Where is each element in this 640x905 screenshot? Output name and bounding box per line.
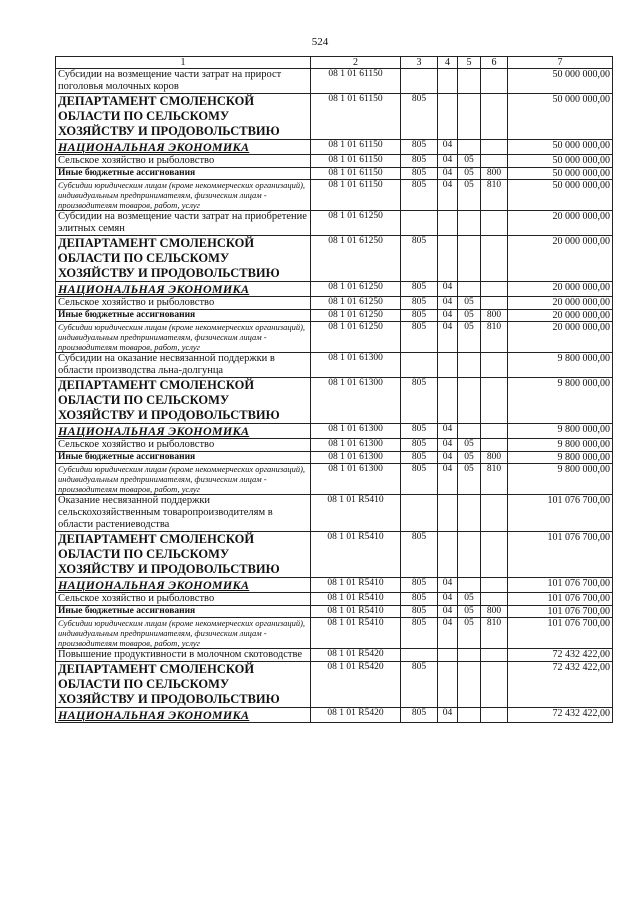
subsection-code: 05 — [458, 464, 481, 495]
target-article-code: 08 1 01 61300 — [311, 439, 401, 452]
subsection-code — [458, 94, 481, 140]
expense-type-code: 800 — [481, 606, 508, 618]
target-article-code: 08 1 01 R5410 — [311, 532, 401, 578]
page-number: 524 — [311, 36, 329, 48]
ministry-code: 805 — [401, 606, 438, 618]
target-article-code: 08 1 01 R5410 — [311, 593, 401, 606]
target-article-code: 08 1 01 61300 — [311, 353, 401, 378]
subsection-code: 05 — [458, 322, 481, 353]
expense-type-code: 810 — [481, 180, 508, 211]
target-article-code: 08 1 01 61250 — [311, 211, 401, 236]
table-row — [56, 464, 613, 495]
section-code: 04 — [438, 439, 458, 452]
table-row — [56, 155, 613, 168]
ministry-code — [401, 353, 438, 378]
amount-value: 72 432 422,00 — [508, 649, 613, 662]
expense-type-code — [481, 649, 508, 662]
table-row — [56, 69, 613, 94]
amount-value: 20 000 000,00 — [508, 322, 613, 353]
subsection-code — [458, 532, 481, 578]
table-row — [56, 649, 613, 662]
table-row — [56, 532, 613, 578]
subsection-code — [458, 140, 481, 155]
target-article-code: 08 1 01 61150 — [311, 94, 401, 140]
expense-type-code: 800 — [481, 168, 508, 180]
row-name: ДЕПАРТАМЕНТ СМОЛЕНСКОЙ ОБЛАСТИ ПО СЕЛЬСКОМУ ХОЗЯЙСТВУ И ПРОДОВОЛЬСТВИЮ — [56, 532, 311, 578]
ministry-code — [401, 211, 438, 236]
amount-value: 72 432 422,00 — [508, 708, 613, 723]
amount-value: 50 000 000,00 — [508, 168, 613, 180]
expense-type-code: 810 — [481, 464, 508, 495]
amount-value: 50 000 000,00 — [508, 140, 613, 155]
row-name: НАЦИОНАЛЬНАЯ ЭКОНОМИКА — [56, 424, 311, 439]
ministry-code: 805 — [401, 168, 438, 180]
row-name: Субсидии юридическим лицам (кроме некоммерческих организаций), индивидуальным предпринимателям, физическим лицам - производителям товаров, работ, услуг — [56, 180, 311, 211]
ministry-code: 805 — [401, 378, 438, 424]
table-row — [56, 282, 613, 297]
row-name: Сельское хозяйство и рыболовство — [56, 297, 311, 310]
ministry-code: 805 — [401, 452, 438, 464]
target-article-code: 08 1 01 R5420 — [311, 708, 401, 723]
column-header: 5 — [458, 57, 481, 69]
ministry-code: 805 — [401, 297, 438, 310]
target-article-code: 08 1 01 61300 — [311, 378, 401, 424]
table-row — [56, 495, 613, 532]
amount-value: 20 000 000,00 — [508, 236, 613, 282]
subsection-code: 05 — [458, 155, 481, 168]
target-article-code: 08 1 01 61150 — [311, 140, 401, 155]
subsection-code — [458, 69, 481, 94]
ministry-code: 805 — [401, 593, 438, 606]
row-name: Повышение продуктивности в молочном скотоводстве — [56, 649, 311, 662]
amount-value: 9 800 000,00 — [508, 353, 613, 378]
section-code: 04 — [438, 297, 458, 310]
subsection-code — [458, 236, 481, 282]
column-header: 3 — [401, 57, 438, 69]
expense-type-code — [481, 94, 508, 140]
expense-type-code — [481, 424, 508, 439]
section-code: 04 — [438, 180, 458, 211]
section-code — [438, 532, 458, 578]
section-code: 04 — [438, 168, 458, 180]
ministry-code: 805 — [401, 618, 438, 649]
section-code — [438, 353, 458, 378]
row-name: Сельское хозяйство и рыболовство — [56, 155, 311, 168]
expense-type-code: 810 — [481, 322, 508, 353]
subsection-code — [458, 353, 481, 378]
table-row — [56, 168, 613, 180]
row-name: НАЦИОНАЛЬНАЯ ЭКОНОМИКА — [56, 140, 311, 155]
subsection-code: 05 — [458, 593, 481, 606]
amount-value: 101 076 700,00 — [508, 532, 613, 578]
ministry-code — [401, 649, 438, 662]
row-name: ДЕПАРТАМЕНТ СМОЛЕНСКОЙ ОБЛАСТИ ПО СЕЛЬСКОМУ ХОЗЯЙСТВУ И ПРОДОВОЛЬСТВИЮ — [56, 94, 311, 140]
subsection-code — [458, 378, 481, 424]
expense-type-code — [481, 297, 508, 310]
section-code: 04 — [438, 424, 458, 439]
amount-value: 20 000 000,00 — [508, 282, 613, 297]
section-code — [438, 378, 458, 424]
target-article-code: 08 1 01 61150 — [311, 155, 401, 168]
subsection-code — [458, 495, 481, 532]
section-code: 04 — [438, 322, 458, 353]
target-article-code: 08 1 01 61250 — [311, 282, 401, 297]
ministry-code: 805 — [401, 236, 438, 282]
column-header-row — [56, 57, 613, 69]
subsection-code: 05 — [458, 168, 481, 180]
section-code: 04 — [438, 578, 458, 593]
table-row — [56, 708, 613, 723]
amount-value: 9 800 000,00 — [508, 424, 613, 439]
budget-table — [55, 56, 613, 723]
ministry-code: 805 — [401, 94, 438, 140]
target-article-code: 08 1 01 R5410 — [311, 578, 401, 593]
ministry-code — [401, 69, 438, 94]
expense-type-code — [481, 532, 508, 578]
section-code — [438, 69, 458, 94]
target-article-code: 08 1 01 61150 — [311, 168, 401, 180]
ministry-code: 805 — [401, 322, 438, 353]
table-row — [56, 310, 613, 322]
target-article-code: 08 1 01 R5410 — [311, 618, 401, 649]
expense-type-code — [481, 439, 508, 452]
amount-value: 20 000 000,00 — [508, 310, 613, 322]
expense-type-code — [481, 378, 508, 424]
section-code — [438, 662, 458, 708]
subsection-code — [458, 662, 481, 708]
subsection-code: 05 — [458, 297, 481, 310]
ministry-code: 805 — [401, 662, 438, 708]
section-code — [438, 94, 458, 140]
section-code — [438, 211, 458, 236]
target-article-code: 08 1 01 61250 — [311, 236, 401, 282]
target-article-code: 08 1 01 61150 — [311, 69, 401, 94]
ministry-code: 805 — [401, 439, 438, 452]
row-name: ДЕПАРТАМЕНТ СМОЛЕНСКОЙ ОБЛАСТИ ПО СЕЛЬСКОМУ ХОЗЯЙСТВУ И ПРОДОВОЛЬСТВИЮ — [56, 378, 311, 424]
ministry-code: 805 — [401, 155, 438, 168]
subsection-code: 05 — [458, 180, 481, 211]
subsection-code — [458, 708, 481, 723]
row-name: Субсидии на возмещение части затрат на прирост поголовья молочных коров — [56, 69, 311, 94]
expense-type-code — [481, 69, 508, 94]
amount-value: 20 000 000,00 — [508, 297, 613, 310]
section-code: 04 — [438, 310, 458, 322]
amount-value: 9 800 000,00 — [508, 464, 613, 495]
column-header: 7 — [508, 57, 613, 69]
section-code: 04 — [438, 452, 458, 464]
section-code: 04 — [438, 593, 458, 606]
row-name: Оказание несвязанной поддержки сельскохозяйственным товаропроизводителям в области растениеводства — [56, 495, 311, 532]
expense-type-code — [481, 578, 508, 593]
row-name: Иные бюджетные ассигнования — [56, 606, 311, 618]
amount-value: 9 800 000,00 — [508, 439, 613, 452]
expense-type-code — [481, 236, 508, 282]
section-code: 04 — [438, 140, 458, 155]
target-article-code: 08 1 01 61300 — [311, 452, 401, 464]
column-header: 2 — [311, 57, 401, 69]
amount-value: 101 076 700,00 — [508, 593, 613, 606]
subsection-code: 05 — [458, 606, 481, 618]
amount-value: 20 000 000,00 — [508, 211, 613, 236]
expense-type-code — [481, 155, 508, 168]
row-name: Иные бюджетные ассигнования — [56, 452, 311, 464]
amount-value: 9 800 000,00 — [508, 452, 613, 464]
subsection-code — [458, 282, 481, 297]
table-row — [56, 424, 613, 439]
row-name: ДЕПАРТАМЕНТ СМОЛЕНСКОЙ ОБЛАСТИ ПО СЕЛЬСКОМУ ХОЗЯЙСТВУ И ПРОДОВОЛЬСТВИЮ — [56, 236, 311, 282]
target-article-code: 08 1 01 R5410 — [311, 606, 401, 618]
amount-value: 9 800 000,00 — [508, 378, 613, 424]
expense-type-code — [481, 708, 508, 723]
amount-value: 50 000 000,00 — [508, 155, 613, 168]
subsection-code — [458, 649, 481, 662]
section-code — [438, 236, 458, 282]
ministry-code: 805 — [401, 140, 438, 155]
target-article-code: 08 1 01 61300 — [311, 424, 401, 439]
table-row — [56, 322, 613, 353]
row-name: Субсидии юридическим лицам (кроме некоммерческих организаций), индивидуальным предпринимателям, физическим лицам - производителям товаров, работ, услуг — [56, 618, 311, 649]
subsection-code — [458, 424, 481, 439]
target-article-code: 08 1 01 61250 — [311, 297, 401, 310]
table-row — [56, 618, 613, 649]
table-row — [56, 211, 613, 236]
column-header: 4 — [438, 57, 458, 69]
subsection-code — [458, 578, 481, 593]
table-row — [56, 353, 613, 378]
subsection-code: 05 — [458, 310, 481, 322]
ministry-code — [401, 495, 438, 532]
amount-value: 72 432 422,00 — [508, 662, 613, 708]
table-row — [56, 94, 613, 140]
expense-type-code — [481, 282, 508, 297]
expense-type-code — [481, 593, 508, 606]
amount-value: 50 000 000,00 — [508, 94, 613, 140]
amount-value: 50 000 000,00 — [508, 69, 613, 94]
row-name: НАЦИОНАЛЬНАЯ ЭКОНОМИКА — [56, 708, 311, 723]
ministry-code: 805 — [401, 180, 438, 211]
expense-type-code: 810 — [481, 618, 508, 649]
expense-type-code — [481, 140, 508, 155]
section-code: 04 — [438, 606, 458, 618]
subsection-code — [458, 211, 481, 236]
table-row — [56, 297, 613, 310]
section-code: 04 — [438, 155, 458, 168]
section-code — [438, 495, 458, 532]
expense-type-code: 800 — [481, 452, 508, 464]
column-header: 1 — [56, 57, 311, 69]
row-name: Сельское хозяйство и рыболовство — [56, 593, 311, 606]
target-article-code: 08 1 01 R5420 — [311, 662, 401, 708]
subsection-code: 05 — [458, 452, 481, 464]
table-row — [56, 236, 613, 282]
section-code: 04 — [438, 282, 458, 297]
table-row — [56, 180, 613, 211]
row-name: НАЦИОНАЛЬНАЯ ЭКОНОМИКА — [56, 578, 311, 593]
target-article-code: 08 1 01 61150 — [311, 180, 401, 211]
section-code: 04 — [438, 708, 458, 723]
expense-type-code — [481, 353, 508, 378]
table-row — [56, 593, 613, 606]
budget-table-body — [56, 69, 613, 723]
row-name: Иные бюджетные ассигнования — [56, 168, 311, 180]
section-code: 04 — [438, 464, 458, 495]
ministry-code: 805 — [401, 578, 438, 593]
amount-value: 101 076 700,00 — [508, 578, 613, 593]
column-header: 6 — [481, 57, 508, 69]
expense-type-code — [481, 211, 508, 236]
target-article-code: 08 1 01 61300 — [311, 464, 401, 495]
row-name: Сельское хозяйство и рыболовство — [56, 439, 311, 452]
target-article-code: 08 1 01 R5410 — [311, 495, 401, 532]
amount-value: 101 076 700,00 — [508, 606, 613, 618]
row-name: Субсидии на оказание несвязанной поддержки в области производства льна-долгунца — [56, 353, 311, 378]
ministry-code: 805 — [401, 282, 438, 297]
ministry-code: 805 — [401, 310, 438, 322]
expense-type-code — [481, 662, 508, 708]
target-article-code: 08 1 01 R5420 — [311, 649, 401, 662]
row-name: ДЕПАРТАМЕНТ СМОЛЕНСКОЙ ОБЛАСТИ ПО СЕЛЬСКОМУ ХОЗЯЙСТВУ И ПРОДОВОЛЬСТВИЮ — [56, 662, 311, 708]
amount-value: 101 076 700,00 — [508, 495, 613, 532]
section-code — [438, 649, 458, 662]
row-name: НАЦИОНАЛЬНАЯ ЭКОНОМИКА — [56, 282, 311, 297]
row-name: Субсидии юридическим лицам (кроме некоммерческих организаций), индивидуальным предпринимателям, физическим лицам - производителям товаров, работ, услуг — [56, 464, 311, 495]
table-row — [56, 452, 613, 464]
target-article-code: 08 1 01 61250 — [311, 310, 401, 322]
section-code: 04 — [438, 618, 458, 649]
table-row — [56, 378, 613, 424]
amount-value: 50 000 000,00 — [508, 180, 613, 211]
table-row — [56, 439, 613, 452]
ministry-code: 805 — [401, 424, 438, 439]
row-name: Субсидии юридическим лицам (кроме некоммерческих организаций), индивидуальным предпринимателям, физическим лицам - производителям товаров, работ, услуг — [56, 322, 311, 353]
table-row — [56, 606, 613, 618]
expense-type-code: 800 — [481, 310, 508, 322]
table-row — [56, 140, 613, 155]
amount-value: 101 076 700,00 — [508, 618, 613, 649]
row-name: Иные бюджетные ассигнования — [56, 310, 311, 322]
table-row — [56, 662, 613, 708]
expense-type-code — [481, 495, 508, 532]
target-article-code: 08 1 01 61250 — [311, 322, 401, 353]
ministry-code: 805 — [401, 708, 438, 723]
subsection-code: 05 — [458, 439, 481, 452]
subsection-code: 05 — [458, 618, 481, 649]
table-row — [56, 578, 613, 593]
ministry-code: 805 — [401, 464, 438, 495]
ministry-code: 805 — [401, 532, 438, 578]
row-name: Субсидии на возмещение части затрат на приобретение элитных семян — [56, 211, 311, 236]
